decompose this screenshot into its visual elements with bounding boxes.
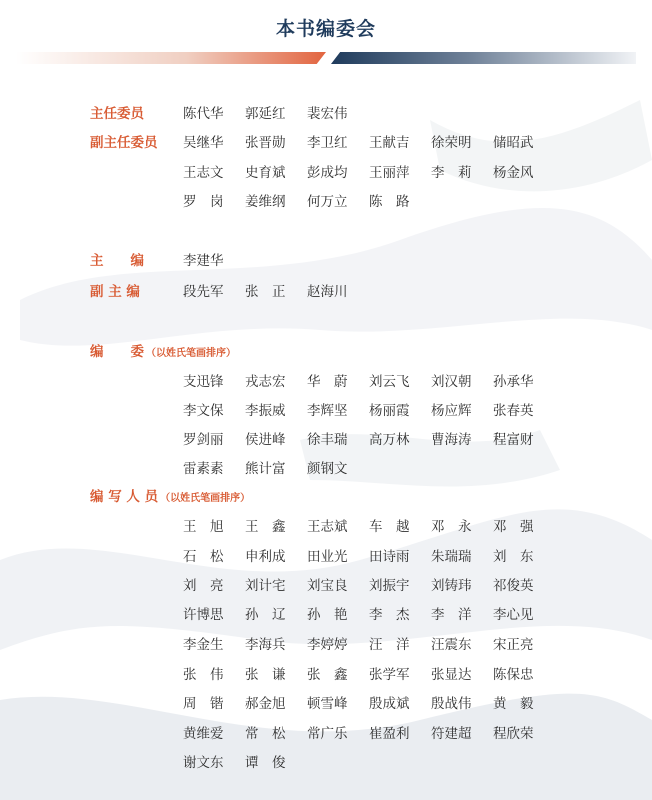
member-name: 段先军 xyxy=(183,284,224,300)
board-row xyxy=(0,458,652,480)
member-name: 刘 亮 xyxy=(183,578,224,594)
member-name: 郭延红 xyxy=(245,106,286,122)
board-row xyxy=(0,604,652,626)
member-name: 符建超 xyxy=(431,726,472,742)
member-name: 侯进峰 xyxy=(245,432,286,448)
role-label xyxy=(90,103,180,125)
member-name: 许博思 xyxy=(183,607,224,623)
role-title: 主 编 xyxy=(90,253,144,269)
member-name: 徐丰瑞 xyxy=(307,432,348,448)
member-name: 王志斌 xyxy=(307,519,348,535)
member-name: 李婷婷 xyxy=(307,637,348,653)
role-title: 副主任委员 xyxy=(90,135,158,151)
member-name: 李 洋 xyxy=(431,607,472,623)
member-name: 李 杰 xyxy=(369,607,410,623)
board-row xyxy=(0,429,652,451)
member-name: 史育斌 xyxy=(245,165,286,181)
member-name: 孙 辽 xyxy=(245,607,286,623)
role-label xyxy=(90,250,180,272)
member-name: 张学军 xyxy=(369,667,410,683)
member-name: 王 鑫 xyxy=(245,519,286,535)
member-name: 张春英 xyxy=(493,403,534,419)
member-name: 田业光 xyxy=(307,549,348,565)
board-row xyxy=(0,752,652,774)
member-name: 顿雪峰 xyxy=(307,696,348,712)
member-name: 李振威 xyxy=(245,403,286,419)
member-name: 李海兵 xyxy=(245,637,286,653)
member-name: 李卫红 xyxy=(307,135,348,151)
board-row xyxy=(0,723,652,745)
member-name: 李文保 xyxy=(183,403,224,419)
title-rule-left xyxy=(16,52,326,64)
member-name: 刘汉朝 xyxy=(431,374,472,390)
board-row xyxy=(0,103,652,125)
board-row xyxy=(0,191,652,213)
member-name: 崔盈利 xyxy=(369,726,410,742)
member-name: 祁俊英 xyxy=(493,578,534,594)
board-row xyxy=(0,162,652,184)
member-name: 颜钢文 xyxy=(307,461,348,477)
role-label xyxy=(90,132,180,154)
member-name: 郝金旭 xyxy=(245,696,286,712)
member-name: 孙 艳 xyxy=(307,607,348,623)
member-name: 刘铸玮 xyxy=(431,578,472,594)
member-name: 李辉坚 xyxy=(307,403,348,419)
board-row xyxy=(0,250,652,272)
member-name: 杨应辉 xyxy=(431,403,472,419)
board-row xyxy=(0,486,652,508)
board-row xyxy=(0,575,652,597)
member-name: 曹海涛 xyxy=(431,432,472,448)
member-name: 徐荣明 xyxy=(431,135,472,151)
member-name: 李金生 xyxy=(183,637,224,653)
member-name: 王志文 xyxy=(183,165,224,181)
member-name: 华 蔚 xyxy=(307,374,348,390)
member-name: 邓 强 xyxy=(493,519,534,535)
member-name: 裴宏伟 xyxy=(307,106,348,122)
member-name: 陈保忠 xyxy=(493,667,534,683)
member-name: 孙承华 xyxy=(493,374,534,390)
member-name: 石 松 xyxy=(183,549,224,565)
member-name: 张 伟 xyxy=(183,667,224,683)
sort-note: （以姓氏笔画排序） xyxy=(160,493,251,504)
member-name: 彭成均 xyxy=(307,165,348,181)
member-name: 储昭武 xyxy=(493,135,534,151)
member-name: 殷战伟 xyxy=(431,696,472,712)
member-name: 常广乐 xyxy=(307,726,348,742)
member-name: 张晋勋 xyxy=(245,135,286,151)
member-name: 黄维爱 xyxy=(183,726,224,742)
role-label xyxy=(90,341,236,363)
member-name: 陈代华 xyxy=(183,106,224,122)
member-name: 张显达 xyxy=(431,667,472,683)
board-row xyxy=(0,371,652,393)
member-name: 宋正亮 xyxy=(493,637,534,653)
member-name: 吴继华 xyxy=(183,135,224,151)
board-row xyxy=(0,281,652,303)
board-row xyxy=(0,341,652,363)
member-name: 田诗雨 xyxy=(369,549,410,565)
member-name: 黄 毅 xyxy=(493,696,534,712)
member-name: 朱瑞瑞 xyxy=(431,549,472,565)
page-title: 本书编委会 xyxy=(275,18,376,40)
board-row xyxy=(0,634,652,656)
member-name: 戎志宏 xyxy=(245,374,286,390)
member-name: 车 越 xyxy=(369,519,410,535)
member-name: 常 松 xyxy=(245,726,286,742)
member-name: 王丽萍 xyxy=(369,165,410,181)
member-name: 殷成斌 xyxy=(369,696,410,712)
role-label xyxy=(90,281,180,303)
member-name: 刘振宇 xyxy=(369,578,410,594)
member-name: 刘 东 xyxy=(493,549,534,565)
member-name: 杨金风 xyxy=(493,165,534,181)
sort-note: （以姓氏笔画排序） xyxy=(146,348,236,359)
member-name: 汪 洋 xyxy=(369,637,410,653)
member-name: 张 鑫 xyxy=(307,667,348,683)
role-title: 副 主 编 xyxy=(90,284,140,300)
board-row xyxy=(0,664,652,686)
member-name: 王 旭 xyxy=(183,519,224,535)
board-row xyxy=(0,546,652,568)
role-title: 编 写 人 员 xyxy=(90,489,159,505)
member-name: 杨丽霞 xyxy=(369,403,410,419)
member-name: 谢文东 xyxy=(183,755,224,771)
member-name: 申利成 xyxy=(245,549,286,565)
board-row xyxy=(0,400,652,422)
role-title: 编 委 xyxy=(90,344,144,360)
member-name: 谭 俊 xyxy=(245,755,286,771)
member-name: 罗剑丽 xyxy=(183,432,224,448)
member-name: 陈 路 xyxy=(369,194,410,210)
member-name: 赵海川 xyxy=(307,284,348,300)
member-name: 程欣荣 xyxy=(493,726,534,742)
member-name: 汪震东 xyxy=(431,637,472,653)
member-name: 姜维纲 xyxy=(245,194,286,210)
title-rule-right xyxy=(331,52,636,64)
member-name: 王献吉 xyxy=(369,135,410,151)
member-name: 刘云飞 xyxy=(369,374,410,390)
member-name: 周 锴 xyxy=(183,696,224,712)
member-name: 邓 永 xyxy=(431,519,472,535)
role-label xyxy=(90,486,251,508)
member-name: 雷素素 xyxy=(183,461,224,477)
member-name: 李建华 xyxy=(183,253,224,269)
member-name: 高万林 xyxy=(369,432,410,448)
member-name: 程富财 xyxy=(493,432,534,448)
board-row xyxy=(0,132,652,154)
board-row xyxy=(0,693,652,715)
member-name: 张 谦 xyxy=(245,667,286,683)
board-row xyxy=(0,516,652,538)
member-name: 李 莉 xyxy=(431,165,472,181)
member-name: 罗 岗 xyxy=(183,194,224,210)
member-name: 支迅锋 xyxy=(183,374,224,390)
member-name: 熊计富 xyxy=(245,461,286,477)
member-name: 刘宝良 xyxy=(307,578,348,594)
member-name: 李心见 xyxy=(493,607,534,623)
role-title: 主任委员 xyxy=(90,106,144,122)
member-name: 刘计宅 xyxy=(245,578,286,594)
member-name: 张 正 xyxy=(245,284,286,300)
member-name: 何万立 xyxy=(307,194,348,210)
